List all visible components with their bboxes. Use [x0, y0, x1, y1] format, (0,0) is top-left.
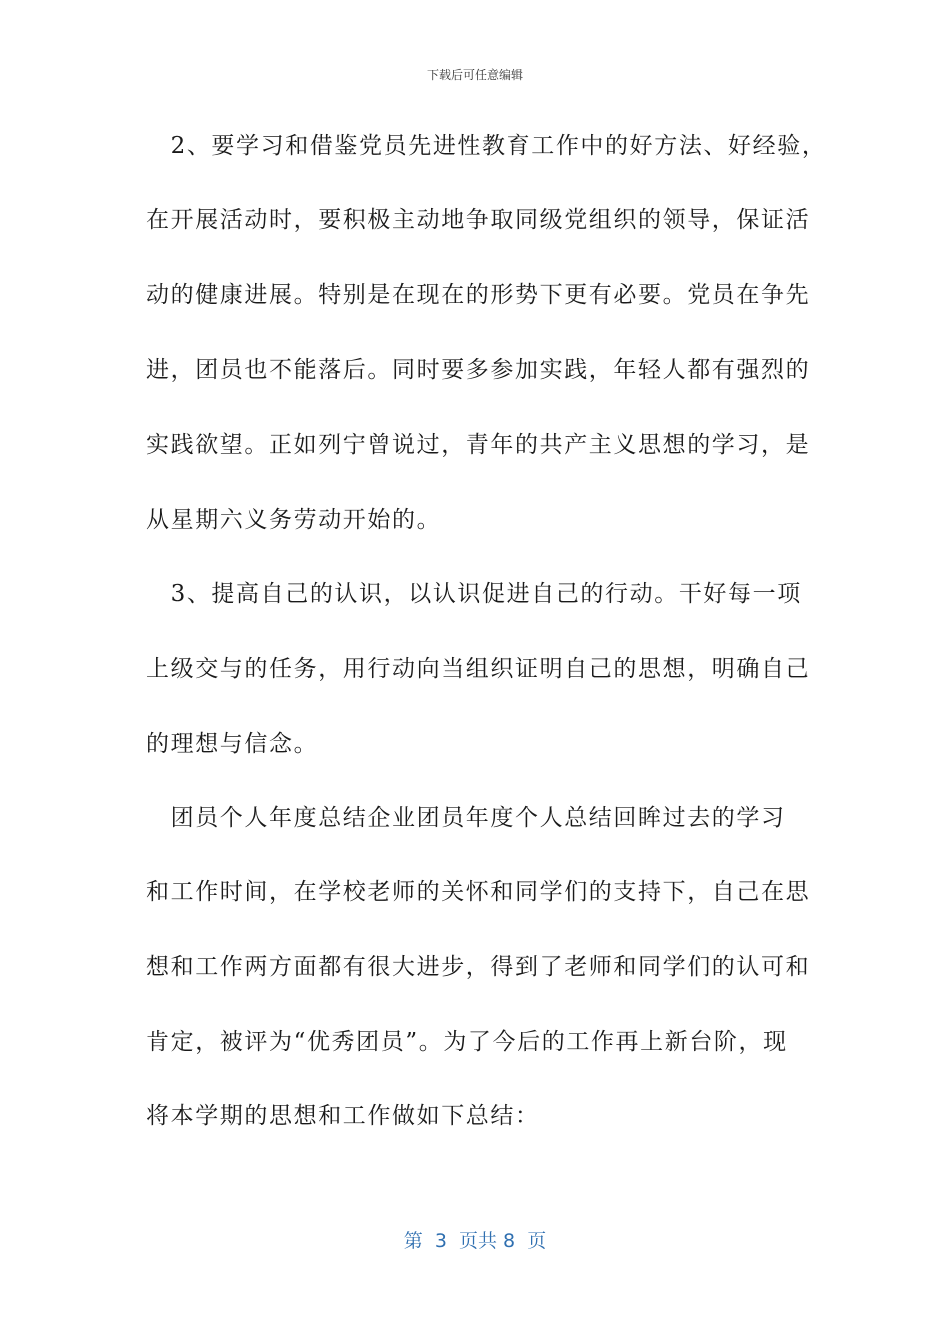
body-line: 肯定，被评为“优秀团员”。为了今后的工作再上新台阶，现: [146, 1029, 788, 1055]
body-line: 进，团员也不能落后。同时要多参加实践，年轻人都有强烈的: [146, 357, 811, 383]
body-line: 在开展活动时，要积极主动地争取同级党组织的领导，保证活: [146, 207, 811, 233]
body-line: 3、提高自己的认识，以认识促进自己的行动。干好每一项: [146, 581, 802, 607]
body-line: 动的健康进展。特别是在现在的形势下更有必要。党员在争先: [146, 282, 811, 308]
page-header: 下载后可任意编辑: [426, 68, 523, 82]
body-line: 上级交与的任务，用行动向当组织证明自己的思想，明确自己: [146, 656, 811, 682]
body-line: 实践欲望。正如列宁曾说过，青年的共产主义思想的学习，是: [146, 432, 811, 458]
body-line: 2、要学习和借鉴党员先进性教育工作中的好方法、好经验，: [146, 133, 827, 159]
page-number: 第 3 页共 8 页: [403, 1230, 547, 1252]
body-line: 将本学期的思想和工作做如下总结：: [146, 1103, 540, 1129]
body-line: 想和工作两方面都有很大进步，得到了老师和同学们的认可和: [146, 954, 811, 980]
body-line: 和工作时间，在学校老师的关怀和同学们的支持下，自己在思: [146, 879, 811, 905]
body-line: 团员个人年度总结企业团员年度个人总结回眸过去的学习: [146, 805, 786, 831]
body-line: 从星期六义务劳动开始的。: [146, 507, 442, 533]
body-line: 的理想与信念。: [146, 731, 319, 757]
